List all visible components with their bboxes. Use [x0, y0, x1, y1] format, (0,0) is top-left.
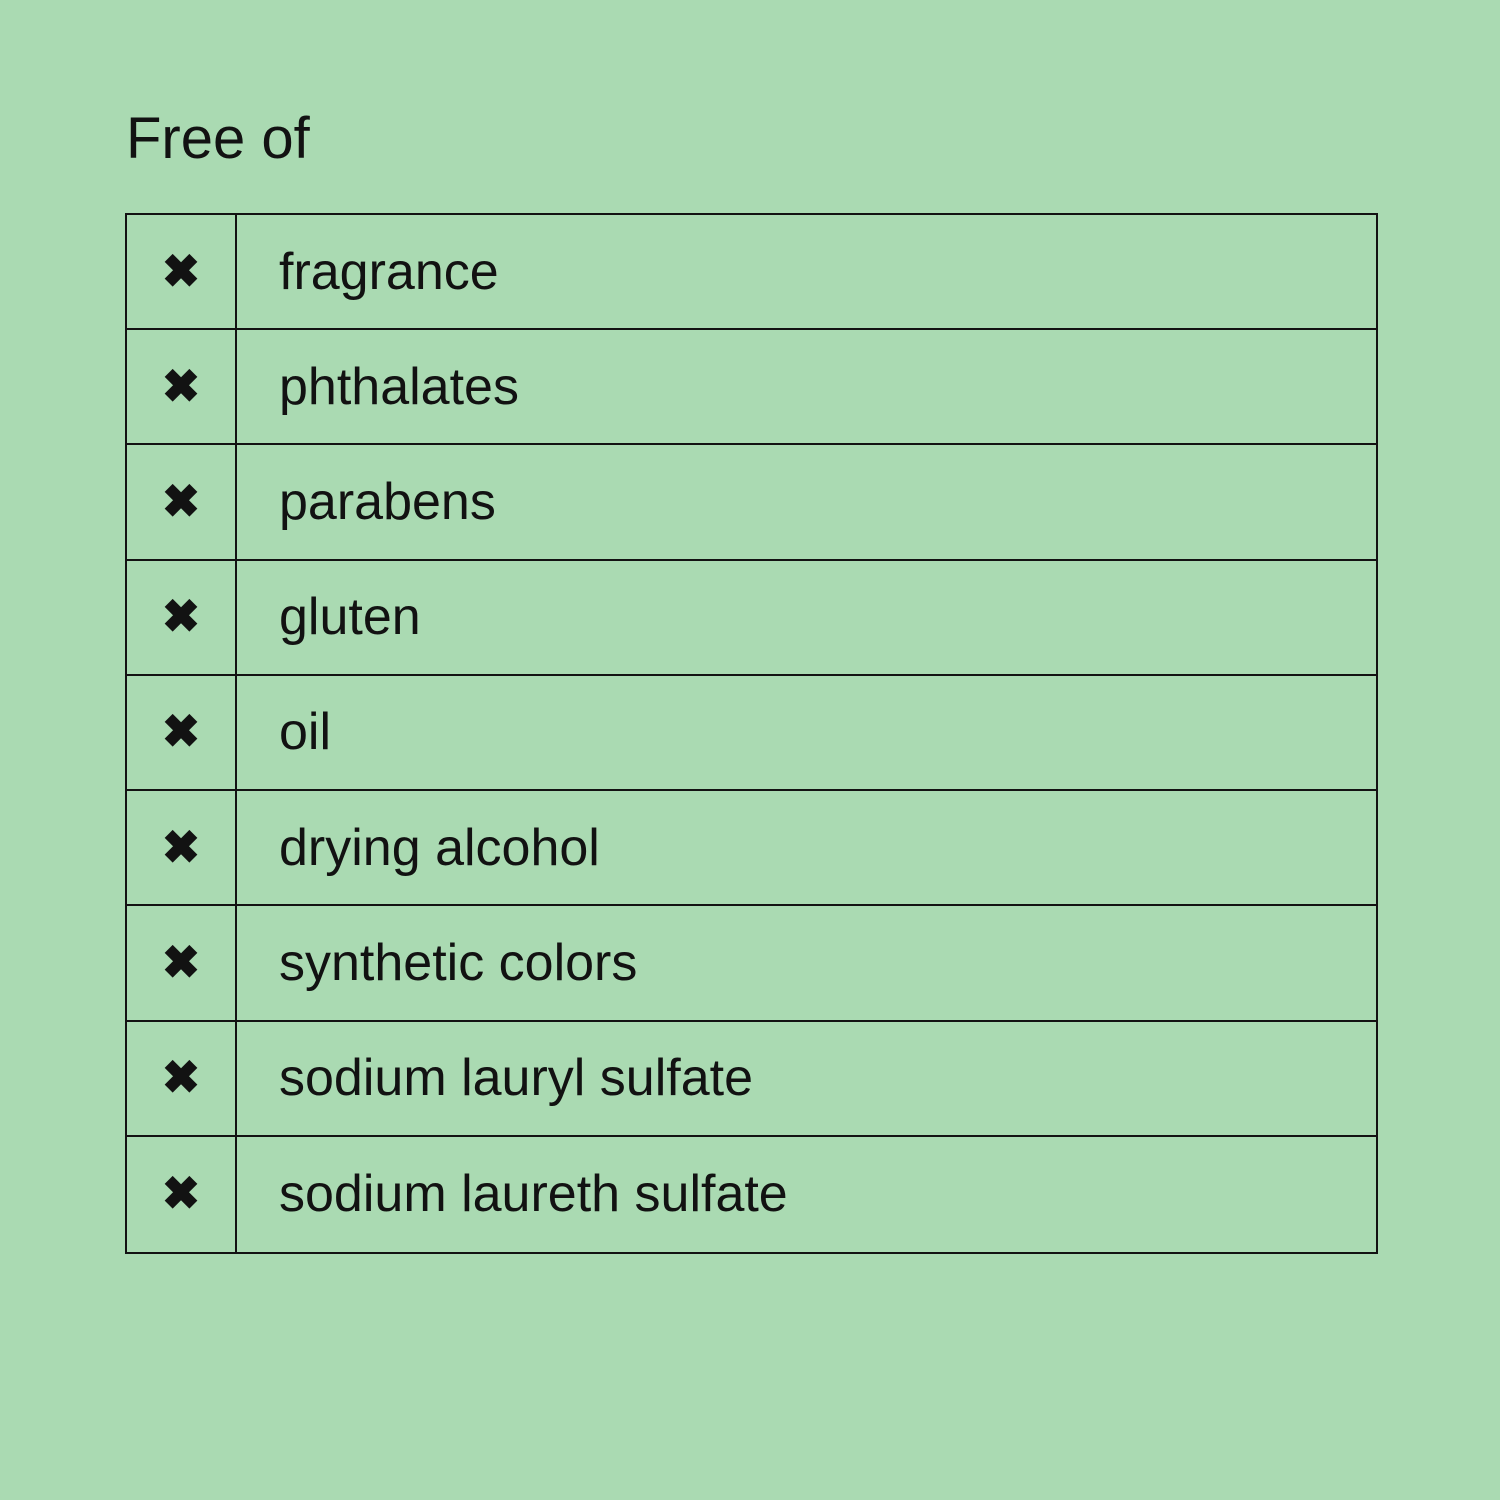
x-cell [127, 906, 237, 1019]
x-mark-icon: ✖ [161, 1051, 201, 1104]
table-row [127, 330, 1376, 445]
x-mark-icon: ✖ [161, 590, 201, 643]
x-cell [127, 330, 237, 443]
ingredient-label: sodium laureth sulfate [279, 1165, 788, 1224]
table-row [127, 561, 1376, 676]
x-mark-icon: ✖ [161, 359, 201, 412]
ingredient-label: parabens [279, 473, 496, 532]
ingredient-label: gluten [279, 588, 421, 647]
x-mark-icon: ✖ [161, 705, 201, 758]
x-mark-icon: ✖ [161, 820, 201, 873]
free-of-table [125, 213, 1378, 1254]
ingredient-label: phthalates [279, 357, 519, 416]
table-row [127, 676, 1376, 791]
x-cell [127, 1022, 237, 1135]
table-row [127, 1137, 1376, 1252]
table-row [127, 906, 1376, 1021]
x-mark-icon: ✖ [161, 935, 201, 988]
x-cell [127, 791, 237, 904]
x-mark-icon: ✖ [161, 244, 201, 297]
x-cell [127, 676, 237, 789]
page-title: Free of [126, 106, 310, 171]
table-row [127, 215, 1376, 330]
ingredient-label: sodium lauryl sulfate [279, 1049, 753, 1108]
ingredient-label: oil [279, 703, 332, 762]
x-cell [127, 445, 237, 558]
ingredient-label: drying alcohol [279, 818, 600, 877]
x-cell [127, 215, 237, 328]
table-row [127, 445, 1376, 560]
x-cell [127, 561, 237, 674]
table-row [127, 791, 1376, 906]
table-row [127, 1022, 1376, 1137]
ingredient-label: synthetic colors [279, 933, 638, 992]
x-mark-icon: ✖ [161, 475, 201, 528]
ingredient-label: fragrance [279, 242, 499, 301]
x-mark-icon: ✖ [161, 1167, 201, 1220]
x-cell [127, 1137, 237, 1252]
